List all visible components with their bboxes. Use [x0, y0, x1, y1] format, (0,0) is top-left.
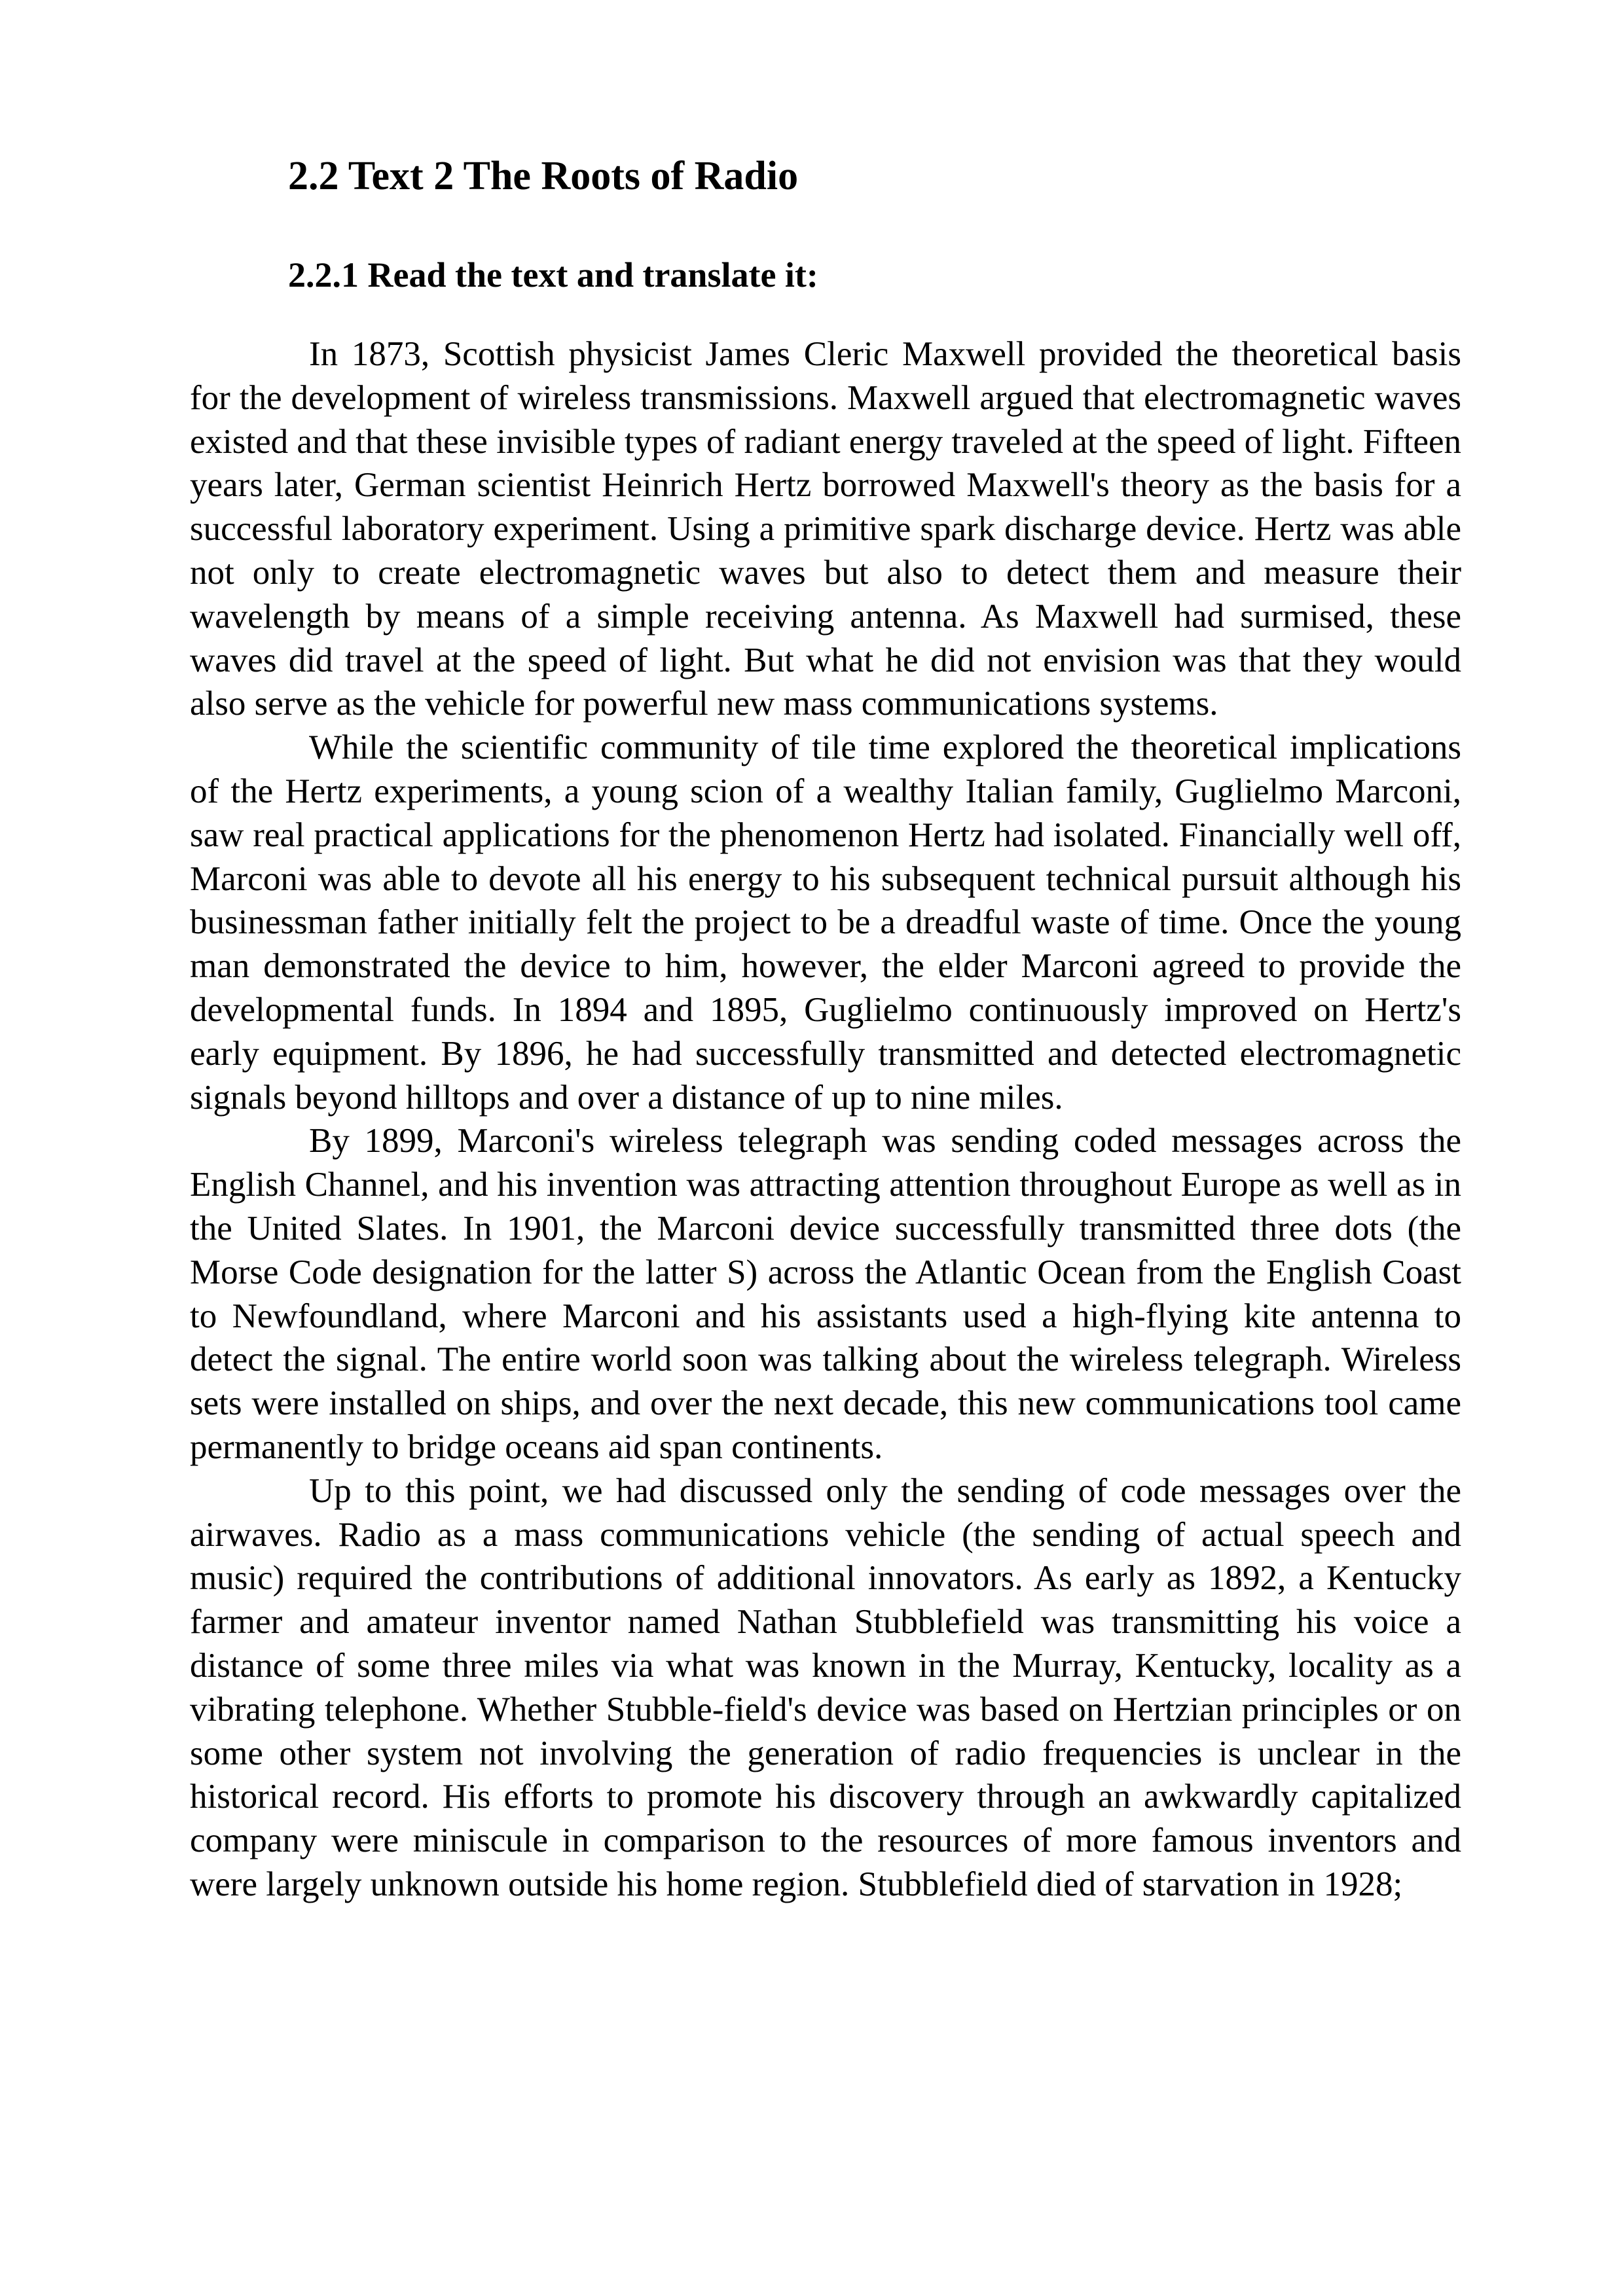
- section-title: 2.2 Text 2 The Roots of Radio: [288, 154, 799, 198]
- paragraph-marconi-telegraph: By 1899, Marconi's wireless telegraph was sending coded messages across the English Channel, and his invention was attracting attention throughout Europe as well as in the United Slates. In 1901, the Marconi device successfully transmitted three dots (the Morse Code designation for the latter S) across the Atlantic Ocean from the English Coast to Newfoundland, where Marconi and his assistants used a high-flying kite antenna to detect the signal. The entire world soon was talking about the wireless telegraph. Wireless sets were installed on ships, and over the next decade, this new communications tool came permanently to bridge oceans aid span continents.: [190, 1122, 1461, 1466]
- paragraph-marconi-early: While the scientific community of tile time explored the theoretical implications of the Hertz experiments, a young scion of a wealthy Italian family, Guglielmo Marconi, saw real practical applications for the phenomenon Hertz had isolated. Financially well off, Marconi was able to devote all his energy to his subsequent technical pursuit although his businessman father initially felt the project to be a dreadful waste of time. Once the young man demonstrated the device to him, however, the elder Marconi agreed to provide the developmental funds. In 1894 and 1895, Guglielmo continuously improved on Hertz's early equipment. By 1896, he had successfully transmitted and detected electromagnetic signals beyond hilltops and over a distance of up to nine miles.: [190, 728, 1461, 1117]
- subsection-title: 2.2.1 Read the text and translate it:: [288, 255, 818, 295]
- paragraph-stubblefield: Up to this point, we had discussed only the sending of code messages over the airwaves. Radio as a mass communications vehicle (the sending of actual speech and music) required the contributions of additional innovators. As early as 1892, a Kentucky farmer and amateur inventor named Nathan Stubblefield was transmitting his voice a distance of some three miles via what was known in the Murray, Kentucky, locality as a vibrating telephone. Whether Stubble-field's device was based on Hertzian principles or on some other system not involving the generation of radio frequencies is unclear in the historical record. His efforts to promote his discovery through an awkwardly capitalized company were miniscule in comparison to the resources of more famous inventors and were largely unknown outside his home region. Stubblefield died of starvation in 1928;: [190, 1471, 1461, 1903]
- paragraph-maxwell-hertz: In 1873, Scottish physicist James Cleric Maxwell provided the theoretical basis for the development of wireless transmissions. Maxwell argued that electromagnetic waves existed and that these invisible types of radiant energy traveled at the speed of light. Fifteen years later, German scientist Heinrich Hertz borrowed Maxwell's theory as the basis for a successful laboratory experiment. Using a primitive spark discharge device. Hertz was able not only to create electromagnetic waves but also to detect them and measure their wavelength by means of a simple receiving antenna. As Maxwell had surmised, these waves did travel at the speed of light. But what he did not envision was that they would also serve as the vehicle for powerful new mass communications systems.: [190, 335, 1461, 723]
- body-text: [190, 332, 1461, 1907]
